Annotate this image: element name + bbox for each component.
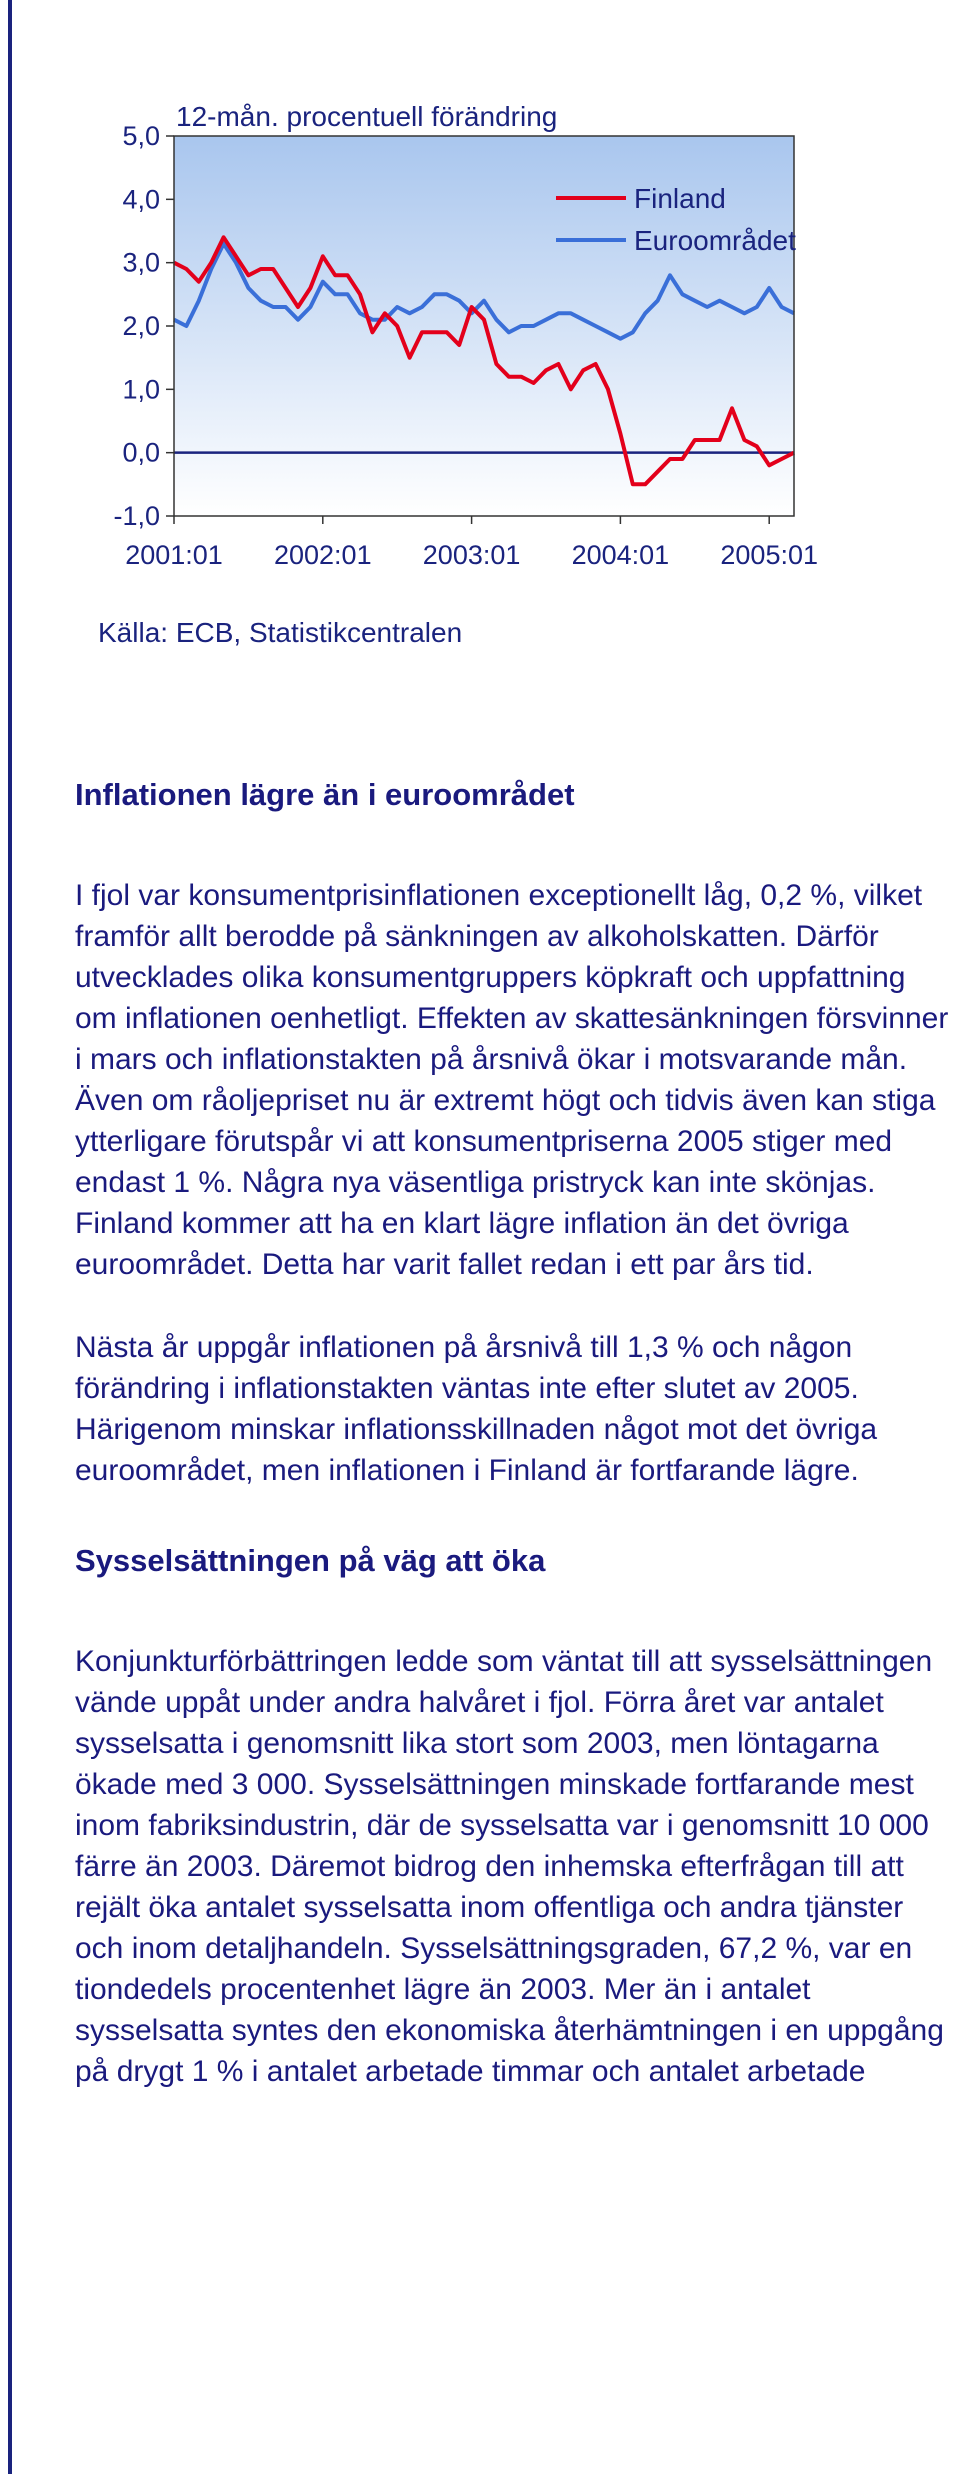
paragraph-inflation-1: I fjol var konsumentprisinflationen exceptionellt låg, 0,2 %, vilket framför allt berodde på sänkningen av alkoholskatten. Därför utvecklades olika konsumentgruppers köpkraft och uppfattning om inflationen oenhetligt. Effekten av skattesänkningen försvinner i mars och inflationstakten på årsnivå ökar i motsvarande mån. Även om råoljepriset nu är extremt högt och tidvis även kan stiga ytterligare förutspår vi att konsumentpriserna 2005 stiger med endast 1 %. Några nya väsentliga pristryck kan inte skönjas. Finland kommer att ha en klart lägre inflation än det övriga euroområdet. Detta har varit fallet redan i ett par års tid.	[75, 879, 949, 1281]
chart-title: 12-mån. procentuell förändring	[176, 101, 558, 132]
x-tick-label: 2003:01	[422, 540, 521, 570]
y-tick-label: -1,0	[113, 501, 160, 531]
legend-label: Euroområdet	[634, 225, 796, 256]
x-tick-label: 2001:01	[125, 540, 223, 570]
inflation-chart-svg	[90, 90, 930, 730]
legend-label: Finland	[634, 183, 726, 214]
x-tick-label: 2005:01	[720, 540, 819, 570]
chart-source: Källa: ECB, Statistikcentralen	[98, 617, 463, 648]
y-tick-label: 4,0	[122, 184, 160, 215]
section-heading-employment: Sysselsättningen på väg att öka	[75, 1543, 546, 1578]
x-tick-label: 2002:01	[273, 540, 372, 570]
y-tick-label: 2,0	[122, 311, 160, 341]
y-tick-label: 1,0	[122, 374, 160, 405]
y-tick-label: 0,0	[122, 437, 160, 468]
article-body	[75, 765, 955, 2092]
paragraph-inflation-2: Nästa år uppgår inflationen på årsnivå till 1,3 % och någon förändring i inflationstakten väntas inte efter slutet av 2005. Härigenom minskar inflationsskillnaden något mot det övriga euroområdet, men inflationen i Finland är fortfarande lägre.	[75, 1331, 878, 1487]
left-margin-rule	[8, 0, 12, 2474]
x-tick-label: 2004:01	[571, 540, 670, 570]
section-heading-inflation: Inflationen lägre än i euroområdet	[75, 777, 575, 812]
inflation-chart	[90, 90, 930, 730]
y-tick-label: 3,0	[122, 247, 160, 278]
paragraph-employment-1: Konjunkturförbättringen ledde som väntat till att sysselsättningen vände uppåt under andra halvåret i fjol. Förra året var antalet sysselsatta i genomsnitt lika stort som 2003, men löntagarna ökade med 3 000. Sysselsättningen minskade fortfarande mest inom fabriksindustrin, där de sysselsatta var i genomsnitt 10 000 färre än 2003. Däremot bidrog den inhemska efterfrågan till att rejält öka antalet sysselsatta inom offentliga och andra tjänster och inom detaljhandeln. Sysselsättningsgraden, 67,2 %, var en tiondedels procentenhet lägre än 2003. Mer än i antalet sysselsatta syntes den ekonomiska återhämtningen i en uppgång på drygt 1 % i antalet arbetade timmar och antalet arbetade	[75, 1645, 944, 2088]
y-tick-label: 5,0	[122, 121, 160, 151]
